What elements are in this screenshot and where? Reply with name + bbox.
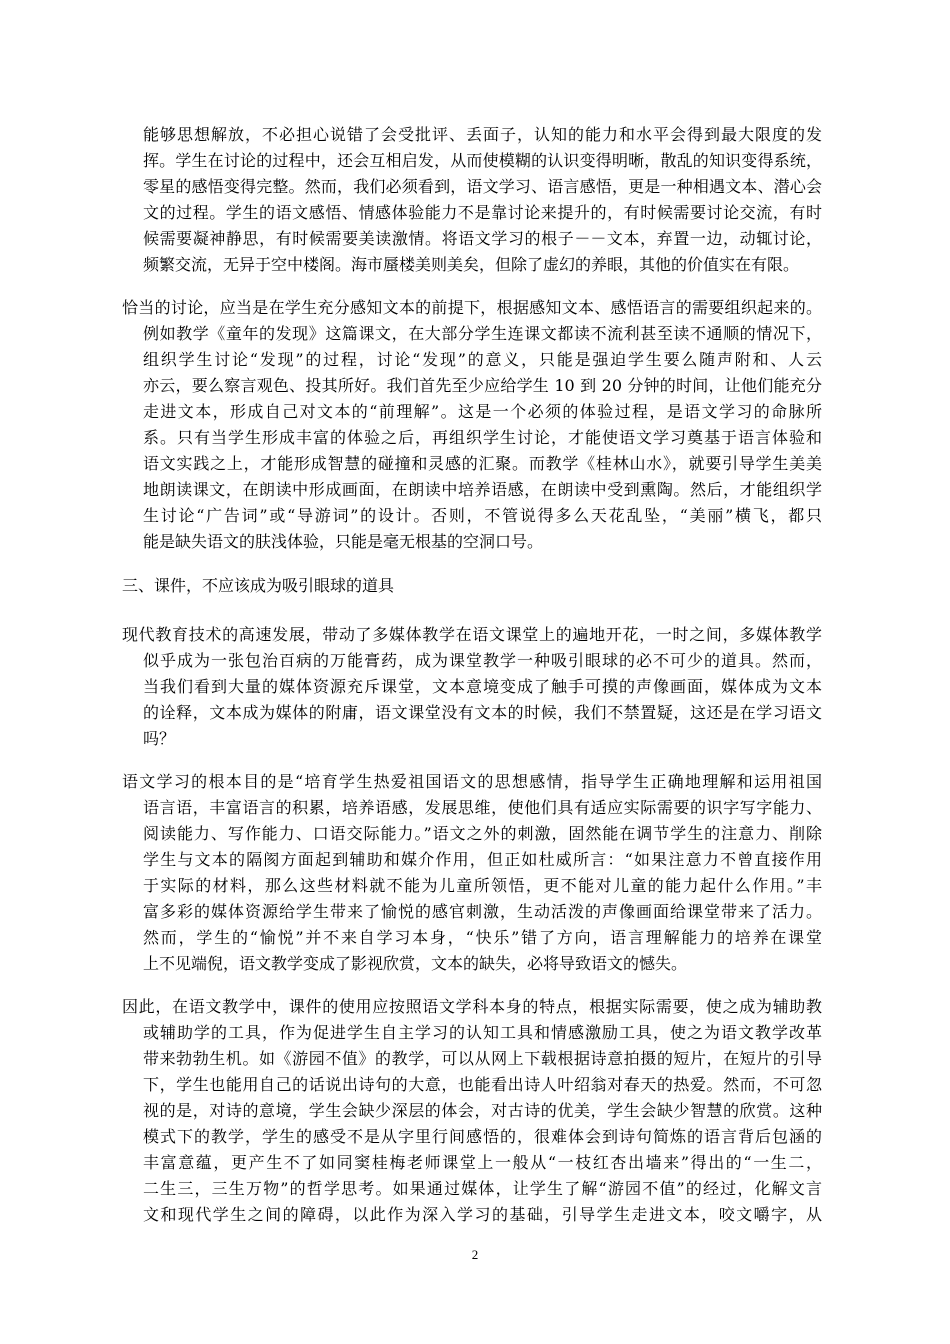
text-line: 文和现代学生之间的障碍，以此作为深入学习的基础，引导学生走进文本，咬文嚼字，从 [143,1205,822,1224]
text-line: 地朗读课文，在朗读中形成画面，在朗读中培养语感，在朗读中受到熏陶。然后，才能组织学 [143,480,822,499]
text-line: 模式下的教学，学生的感受不是从字里行间感悟的，很难体会到诗句简炼的语言背后包涵的 [143,1127,822,1146]
section-heading [122,573,822,599]
text-line: 现代教育技术的高速发展，带动了多媒体教学在语文课堂上的遍地开花，一时之间，多媒体教学 [122,625,822,644]
text-line: 走进文本，形成自己对文本的“前理解”。这是一个必须的体验过程，是语文学习的命脉所 [143,402,822,421]
text-line: 上不见端倪，语文教学变成了影视欣赏，文本的缺失，必将导致语文的憾失。 [143,954,688,973]
text-line: 生讨论“广告词”或“导游词”的设计。否则，不管说得多么天花乱坠，“美丽”横飞，都只 [143,506,822,525]
paragraph-4 [122,769,822,977]
text-line: 阅读能力、写作能力、口语交际能力。”语文之外的刺激，固然能在调节学生的注意力、削除 [143,824,822,843]
text-line: 文的过程。学生的语文感悟、情感体验能力不是靠讨论来提升的，有时候需要讨论交流，有时 [143,203,822,222]
text-line: 然而，学生的“愉悦”并不来自学习本身，“快乐”错了方向，语言理解能力的培养在课堂 [143,928,822,947]
text-line: 下，学生也能用自己的话说出诗句的大意，也能看出诗人叶绍翁对春天的热爱。然而，不可忽 [143,1075,822,1094]
text-line: 零星的感悟变得完整。然而，我们必须看到，语文学习、语言感悟，更是一种相遇文本、潜心会 [143,177,822,196]
text-line: 语言语，丰富语言的积累，培养语感，发展思维，使他们具有适应实际需要的识字写字能力、 [143,798,822,817]
text-line: 因此，在语文教学中，课件的使用应按照语文学科本身的特点，根据实际需要，使之成为辅助教 [122,997,822,1016]
text-line: 吗？ [143,729,176,748]
text-line: 带来勃勃生机。如《游园不值》的教学，可以从网上下载根据诗意拍摄的短片，在短片的引导 [143,1049,822,1068]
text-line: 或辅助学的工具，作为促进学生自主学习的认知工具和情感激励工具，使之为语文教学改革 [143,1023,822,1042]
text-line: 挥。学生在讨论的过程中，还会互相启发，从而使模糊的认识变得明晰，散乱的知识变得系统， [143,151,822,170]
text-line: 的诠释，文本成为媒体的附庸，语文课堂没有文本的时候，我们不禁置疑，这还是在学习语文 [143,703,822,722]
text-line: 频繁交流，无异于空中楼阁。海市蜃楼美则美矣，但除了虚幻的养眼，其他的价值实在有限。 [143,255,800,274]
text-line: 富多彩的媒体资源给学生带来了愉悦的感官刺激，生动活泼的声像画面给课堂带来了活力。 [143,902,822,921]
text-line: 组织学生讨论“发现”的过程，讨论“发现”的意义，只能是强迫学生要么随声附和、人云 [143,350,822,369]
text-line: 语文实践之上，才能形成智慧的碰撞和灵感的汇聚。而教学《桂林山水》，就要引导学生美美 [143,454,822,473]
paragraph-5 [122,994,822,1228]
text-line: 于实际的材料，那么这些材料就不能为儿童所领悟，更不能对儿童的能力起什么作用。”丰 [143,876,822,895]
text-line: 能够思想解放，不必担心说错了会受批评、丢面子，认知的能力和水平会得到最大限度的发 [143,125,822,144]
text-line: 二生三，三生万物”的哲学思考。如果通过媒体，让学生了解“游园不值”的经过，化解文言 [143,1179,822,1198]
paragraph-1 [122,122,822,278]
text-line: 亦云，要么察言观色、投其所好。我们首先至少应给学生 10 到 20 分钟的时间，让他们能充分 [143,376,822,395]
text-line: 语文学习的根本目的是“培育学生热爱祖国语文的思想感情，指导学生正确地理解和运用祖国 [122,772,822,791]
text-line: 候需要凝神静思，有时候需要美读激情。将语文学习的根子－－文本，弃置一边，动辄讨论， [143,229,822,248]
paragraph-2 [122,295,822,555]
section-heading-text: 三、课件，不应该成为吸引眼球的道具 [122,576,395,595]
text-line: 学生与文本的隔阂方面起到辅助和媒介作用，但正如杜威所言：“如果注意力不曾直接作用 [143,850,822,869]
text-line: 恰当的讨论，应当是在学生充分感知文本的前提下，根据感知文本、感悟语言的需要组织起来的。 [122,298,822,317]
text-line: 系。只有当学生形成丰富的体验之后，再组织学生讨论，才能使语文学习奠基于语言体验和 [143,428,822,447]
text-line: 丰富意蕴，更产生不了如同窦桂梅老师课堂上一般从“一枝红杏出墙来”得出的“一生二， [143,1153,822,1172]
paragraph-3 [122,622,822,752]
page-number: 2 [471,1247,479,1262]
text-line: 当我们看到大量的媒体资源充斥课堂，文本意境变成了触手可摸的声像画面，媒体成为文本 [143,677,822,696]
text-line: 例如教学《童年的发现》这篇课文，在大部分学生连课文都读不流利甚至读不通顺的情况下， [143,324,822,343]
text-line: 似乎成为一张包治百病的万能膏药，成为课堂教学一种吸引眼球的必不可少的道具。然而， [143,651,822,670]
text-line: 能是缺失语文的肤浅体验，只能是毫无根基的空洞口号。 [143,532,544,551]
text-line: 视的是，对诗的意境，学生会缺少深层的体会，对古诗的优美，学生会缺少智慧的欣赏。这种 [143,1101,822,1120]
